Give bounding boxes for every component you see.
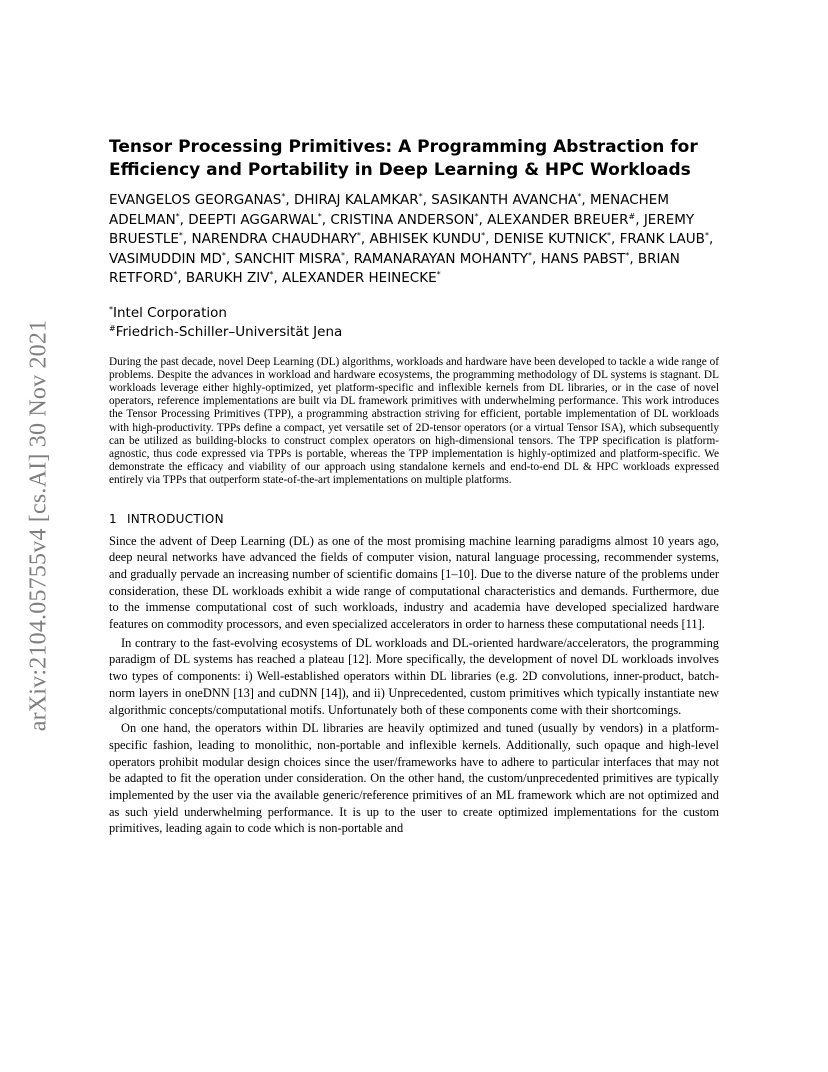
- author-list: EVANGELOS GEORGANAS*, DHIRAJ KALAMKAR*, SASIKANTH AVANCHA*, MENACHEM ADELMAN*, DEEPTI AGGARWAL*, CRISTINA ANDERSON*, ALEXANDER BREUER#, JEREMY BRUESTLE*, NARENDRA CHAUDHARY*, ABHISEK KUNDU*, DENISE KUTNICK*, FRANK LAUB*, VASIMUDDIN MD*, SANCHIT MISRA*, RAMANARAYAN MOHANTY*, HANS PABST*, BRIAN RETFORD*, BARUKH ZIV*, ALEXANDER HEINECKE*: [109, 192, 714, 286]
- affiliation-mark: #: [109, 323, 116, 333]
- paper-page: [109, 136, 719, 837]
- author-name: DEEPTI AGGARWAL: [188, 211, 318, 228]
- author: [487, 212, 635, 228]
- author: [494, 231, 611, 247]
- author: [186, 270, 274, 286]
- affiliation: [109, 323, 719, 342]
- author-name: RAMANARAYAN MOHANTY: [353, 250, 529, 267]
- author-affiliation-mark: *: [269, 270, 274, 279]
- paper-title: Tensor Processing Primitives: A Programming Abstraction for Efficiency and Portability in Deep Learning & HPC Workloads: [109, 137, 698, 180]
- author: [188, 212, 321, 228]
- author-affiliation-mark: *: [221, 250, 226, 260]
- section-title: INTRODUCTION: [126, 511, 224, 526]
- author-name: ALEXANDER HEINECKE: [282, 270, 437, 286]
- author-name: SASIKANTH AVANCHA: [431, 192, 578, 208]
- author: [330, 212, 478, 228]
- author-affiliation-mark: *: [481, 231, 486, 240]
- author-affiliation-mark: *: [178, 231, 183, 240]
- author: [541, 251, 630, 267]
- author-name: DHIRAJ KALAMKAR: [293, 192, 419, 208]
- author: [109, 192, 285, 208]
- affiliation-name: Friedrich-Schiller–Universität Jena: [115, 323, 343, 340]
- author-name: ABHISEK KUNDU: [369, 231, 482, 247]
- author-name: ALEXANDER BREUER: [487, 211, 629, 228]
- author-name: CRISTINA ANDERSON: [330, 211, 475, 228]
- arxiv-stamp: [14, 290, 64, 760]
- author: [282, 270, 441, 286]
- body-paragraph: Since the advent of Deep Learning (DL) as one of the most promising machine learning paradigms almost 10 years ago, deep neural networks have advanced the fields of computer vision, natural language processing, recommender systems, and gradually pervade an increasing number of scientific domains [1–10]. Due to the diverse nature of the problems under consideration, these DL workloads exhibit a wide range of computational characteristics and demands. Furthermore, due to the immense computational cost of such workloads, industry and academia have developed specialized hardware features on commodity processors, and even specialized accelerators in order to harness these computational needs [11].: [109, 533, 719, 632]
- author-name: BARUKH ZIV: [185, 270, 270, 286]
- affiliation-name: Intel Corporation: [113, 304, 227, 321]
- author-affiliation-mark: *: [281, 192, 286, 201]
- author: [294, 192, 423, 208]
- author-affiliation-mark: *: [625, 250, 630, 260]
- author-name: VASIMUDDIN MD: [109, 250, 222, 267]
- author: [369, 231, 485, 247]
- affiliation-mark: *: [109, 304, 113, 314]
- author-name: FRANK LAUB: [619, 231, 705, 247]
- author: [235, 251, 346, 267]
- author-name: NARENDRA CHAUDHARY: [191, 231, 357, 247]
- body-paragraph: On one hand, the operators within DL libraries are heavily optimized and tuned (usually by vendors) in a platform-specific fashion, leading to monolithic, non-portable and inflexible kernels. Additionally, such opaque and high-level operators prohibit modular design choices since the user/frameworks have to adhere to particular interfaces that may not be adapted to fit the operation under consideration. On the other hand, the custom/unprecedented primitives are typically implemented by the user via the available generic/reference primitives of an ML framework which are not optimized and as such yield underwhelming performance. It is up to the user to create optimized implementations for the custom primitives, leading again to code which is non-portable and: [109, 721, 719, 836]
- author-name: BRIAN RETFORD: [109, 250, 680, 286]
- section-number: 1: [109, 511, 117, 526]
- author: [620, 231, 709, 247]
- author-name: SANCHIT MISRA: [234, 250, 342, 267]
- abstract: During the past decade, novel Deep Learning (DL) algorithms, workloads and hardware have been developed to tackle a wide range of problems. Despite the advances in workload and hardware ecosystems, the programming methodology of DL systems is stagnant. DL workloads leverage either highly-optimized, yet platform-specific and inflexible kernels from DL libraries, or in the case of novel operators, reference implementations are built via DL framework primitives with underwhelming performance. This work introduces the Tensor Processing Primitives (TPP), a programming abstraction striving for efficient, portable implementation of DL workloads with high-productivity. TPPs define a compact, yet versatile set of 2D-tensor operators (or a virtual Tensor ISA), which subsequently can be utilized as building-blocks to construct complex operators on high-dimensional tensors. The TPP specification is platform-agnostic, thus code expressed via TPPs is portable, whereas the TPP implementation is highly-optimized and platform-specific. We demonstrate the efficacy and viability of our approach using standalone kernels and end-to-end DL & HPC workloads expressed entirely via TPPs that outperform state-of-the-art implementations on multiple platforms.: [109, 355, 719, 487]
- author-affiliation-mark: *: [528, 250, 533, 260]
- author-affiliation-mark: *: [607, 231, 612, 240]
- author: [431, 192, 581, 208]
- author-affiliation-mark: *: [474, 211, 479, 221]
- author-affiliation-mark: *: [418, 192, 423, 201]
- author-affiliation-mark: *: [341, 250, 346, 260]
- arxiv-identifier: arXiv:2104.05755v4 [cs.AI] 30 Nov 2021: [25, 319, 52, 731]
- author-name: DENISE KUTNICK: [493, 231, 608, 247]
- author-affiliation-mark: #: [628, 211, 636, 221]
- author-affiliation-mark: *: [577, 192, 582, 201]
- author-affiliation-mark: *: [175, 211, 180, 221]
- affiliation: [109, 304, 719, 323]
- author-name: MENACHEM ADELMAN: [109, 192, 669, 228]
- author-affiliation-mark: *: [356, 231, 361, 240]
- author: [192, 231, 361, 247]
- author-affiliation-mark: *: [436, 270, 441, 279]
- author: [354, 251, 532, 267]
- author-name: EVANGELOS GEORGANAS: [109, 192, 282, 208]
- author-affiliation-mark: *: [173, 270, 178, 279]
- author-affiliation-mark: *: [317, 211, 322, 221]
- author-name: HANS PABST: [540, 250, 626, 267]
- author-name: JEREMY BRUESTLE: [109, 211, 695, 247]
- section-heading: [109, 512, 719, 526]
- body-paragraph: In contrary to the fast-evolving ecosystems of DL workloads and DL-oriented hardware/accelerators, the programming paradigm of DL systems has reached a plateau [12]. More specifically, the development of novel DL workloads involves two types of components: i) Well-established operators within DL libraries (e.g. 2D convolutions, inner-product, batch-norm layers in oneDNN [13] and cuDNN [14]), and ii) Unprecedented, custom primitives which typically instantiate new algorithmic concepts/computational motifs. Unfortunately both of these components come with their shortcomings.: [109, 635, 719, 717]
- author: [109, 251, 226, 267]
- author-affiliation-mark: *: [704, 231, 709, 240]
